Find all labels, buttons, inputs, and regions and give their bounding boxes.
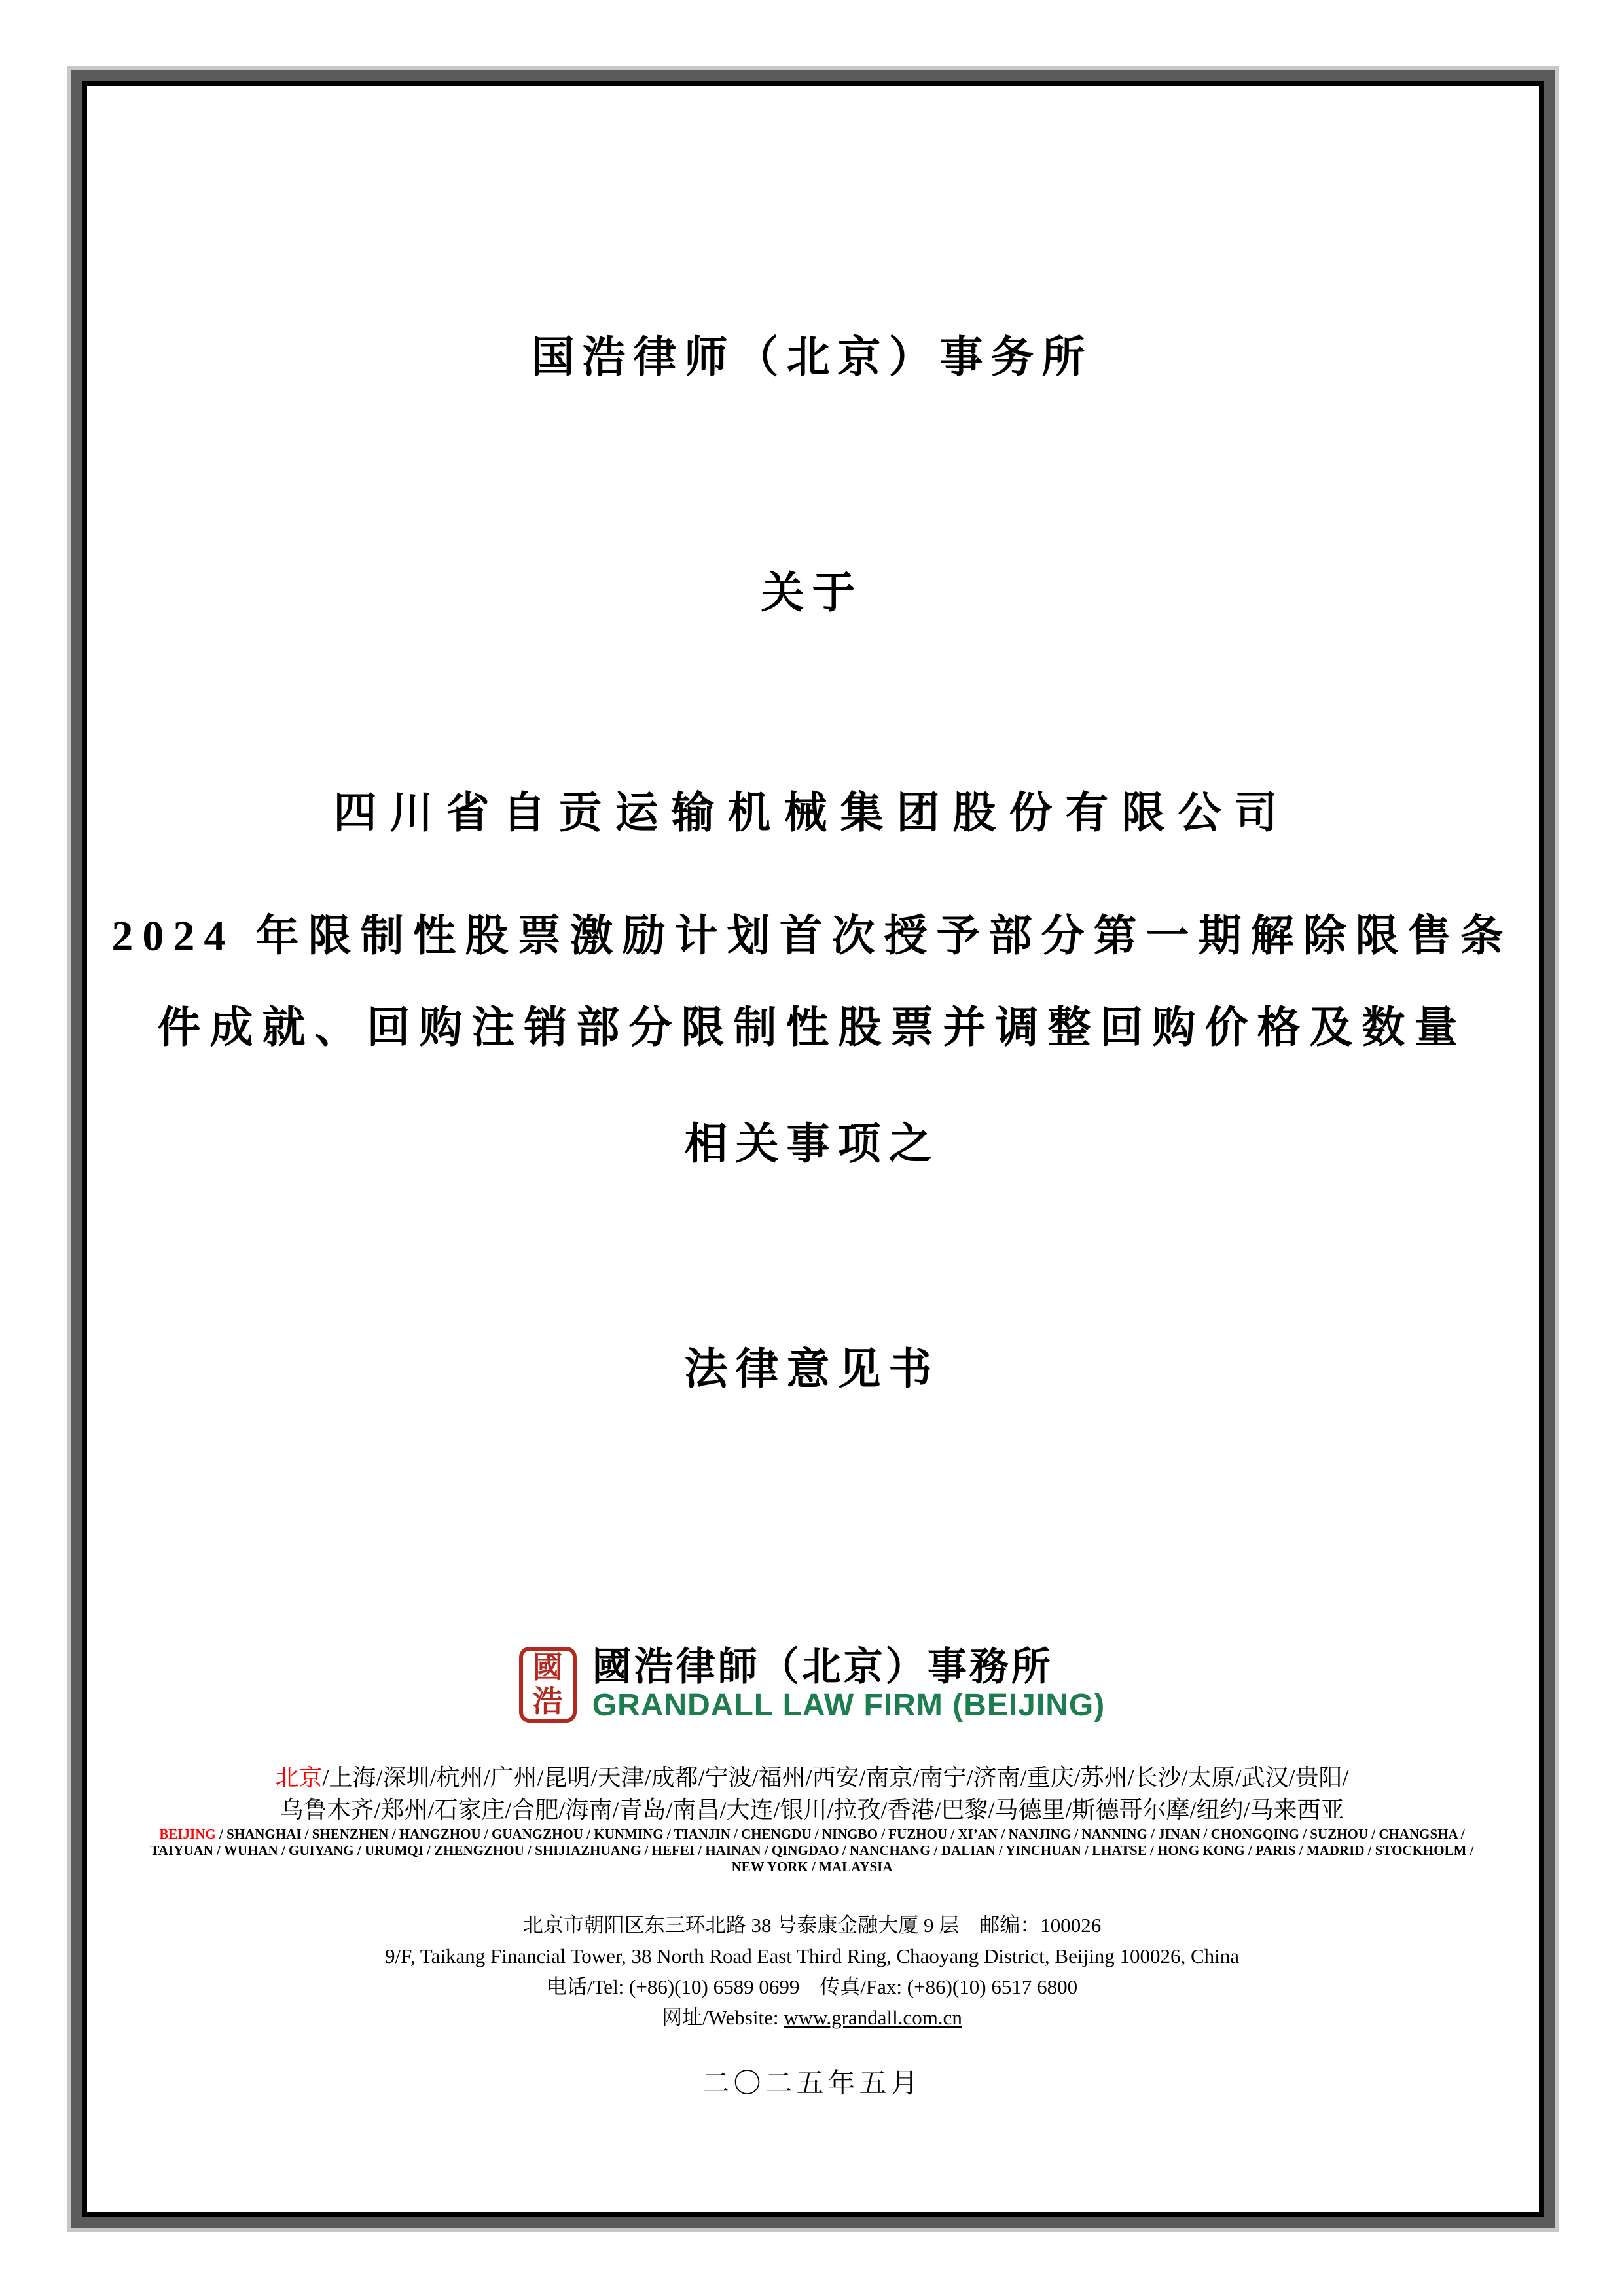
office-list-cn — [0, 1762, 1624, 1826]
office-cn-line1-rest: /上海/深圳/杭州/广州/昆明/天津/成都/宁波/福州/西安/南京/南宁/济南/重庆/苏州/长沙/太原/武汉/贵阳/ — [322, 1765, 1349, 1791]
document-type-title: 法律意见书 — [684, 1344, 940, 1393]
logo-name-cn: 國浩律師（北京）事務所 — [592, 1645, 1053, 1689]
subject-title-line3: 相关事项之 — [684, 1119, 940, 1168]
office-en-line1-rest: / SHANGHAI / SHENZHEN / HANGZHOU / GUANGZHOU / KUNMING / TIANJIN / CHENGDU / NINGBO / FUZHOU / XI’AN / NANJING / NANNING / JINAN / CHONGQING / SUZHOU / CHANGSHA / — [215, 1826, 1465, 1842]
firm-title: 国浩律师（北京）事务所 — [531, 332, 1093, 381]
tel-fax-line: 电话/Tel: (+86)(10) 6589 0699 传真/Fax: (+86)(10) 6517 6800 — [546, 1975, 1078, 1998]
grandall-logo — [0, 1646, 1624, 1723]
document-date: 二〇二五年五月 — [702, 2069, 922, 2099]
seal-char-top: 國 — [532, 1651, 563, 1684]
office-list-cn-line2: 乌鲁木齐/郑州/石家庄/合肥/海南/青岛/南昌/大连/银川/拉孜/香港/巴黎/马德里/斯德哥尔摩/纽约/马来西亚 — [280, 1797, 1344, 1823]
office-list-en-line1 — [0, 1826, 1624, 1842]
address-cn: 北京市朝阳区东三环北路 38 号泰康金融大厦 9 层 邮编：100026 — [522, 1914, 1102, 1937]
logo-name-en: GRANDALL LAW FIRM (BEIJING) — [592, 1688, 1106, 1723]
subject-year: 2024 — [111, 912, 235, 960]
office-list-en-line2: TAIYUAN / WUHAN / GUIYANG / URUMQI / ZHENGZHOU / SHIJIAZHUANG / HEFEI / HAINAN / QINGDAO / NANCHANG / DALIAN / YINCHUAN / LHATSE / HONG KONG / PARIS / MADRID / STOCKHOLM / — [150, 1842, 1474, 1858]
website-link[interactable]: www.grandall.com.cn — [784, 2006, 962, 2029]
grandall-seal-icon — [519, 1647, 577, 1723]
office-en-beijing-highlight: BEIJING — [159, 1826, 216, 1842]
contact-block — [0, 1910, 1624, 2033]
subject-title-line2: 件成就、回购注销部分限制性股票并调整回购价格及数量 — [157, 1003, 1467, 1051]
subject-line1-text: 年限制性股票激励计划首次授予部分第一期解除限售条 — [234, 911, 1513, 960]
website-label: 网址/Website: — [662, 2006, 784, 2029]
office-list-cn-line1 — [0, 1762, 1624, 1794]
office-list-en-line3: NEW YORK / MALAYSIA — [731, 1859, 893, 1874]
website-line — [0, 2002, 1624, 2033]
company-name: 四川省自贡运输机械集团股份有限公司 — [333, 788, 1291, 836]
about-label: 关于 — [761, 568, 863, 617]
office-cn-beijing-highlight: 北京 — [275, 1765, 323, 1791]
logo-text-block — [592, 1646, 1105, 1723]
office-list-en — [0, 1826, 1624, 1875]
address-en: 9/F, Taikang Financial Tower, 38 North Road East Third Ring, Chaoyang District, Beijing 100026, China — [385, 1945, 1239, 1967]
seal-char-bottom: 浩 — [532, 1685, 563, 1718]
subject-title-line1 — [0, 901, 1624, 963]
